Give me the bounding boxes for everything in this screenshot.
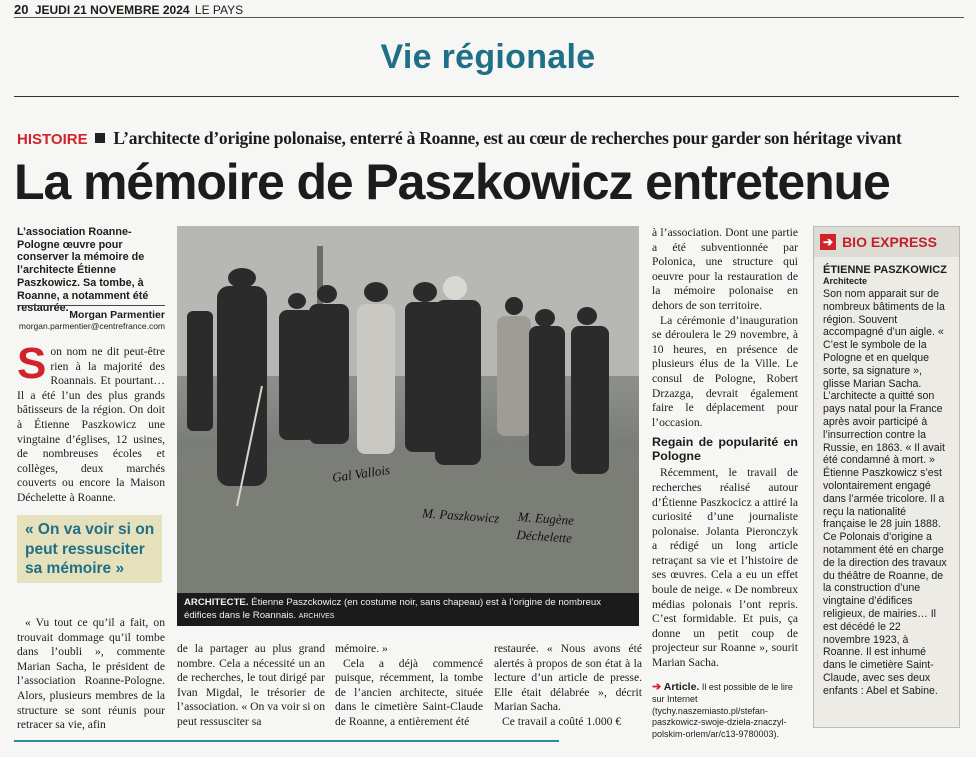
section-title: Vie régionale bbox=[380, 38, 596, 76]
headline: La mémoire de Paszkowicz entretenue bbox=[14, 154, 890, 210]
bio-text: Son nom apparait sur de nombreux bâtiments de la région. Souvent accompagné d’un aigle. « C’est le symbole de la Pologne et en quelque sorte, sa signature », glisse Marian Sacha. L’architecte a quitté son pays natal pour la France après avoir participé à l’insurrection contre la Russie, en 1863. « Il avait été condamné à mort. » Étienne Paszkowicz s’est volontairement engagé dans l’armée tricolore. Il a reçu la nationalité française le 28 juin 1888. Ce Polonais d’origine a notamment été en charge de la direction des travaux du théâtre de Roanne, de la construction d’une vingtaine d’édifices religieux, de mairies… Il est décédé le 22 novembre 1923, à Roanne. Il est inhumé dans le cimetière Saint-Claude, avec ses deux enfants : Abel et Sabine. bbox=[823, 288, 947, 697]
pull-quote bbox=[17, 515, 162, 583]
photo-caption bbox=[177, 593, 639, 626]
body-col-2 bbox=[177, 642, 325, 730]
col5-para3: Récemment, le travail de recherches réalisé autour d’Étienne Paszkocicz a attiré la curiosité d’une journaliste polonaise. Jolanta Pieronczyk a rédigé un long article retraçant sa vie et l’histoire de ses œuvres. Cela a eu un effet boule de neige. « De nombreux médias polonais l’ont repris. C’est formidable. Et puis, ça donne un petit coup de projecteur sur Roanne », sourit Marian Sacha. bbox=[652, 466, 798, 670]
archive-photo bbox=[177, 226, 639, 593]
body-col-1 bbox=[17, 339, 165, 506]
bio-role: Architecte bbox=[823, 276, 868, 286]
lead: L’association Roanne-Pologne œuvre pour conserver la mémoire de l’architecte Étienne Paszkowicz. Sa tombe, à Roanne, a notamment été restaurée. bbox=[17, 226, 149, 315]
col5-para2: La cérémonie d’inauguration se déroulera le 29 novembre, à 10 heures, en présence de plusieurs élus de la Ville. Le consul de Pologne, Robert Drzazga, devrait également faire le déplacement pour l’occasion. bbox=[652, 313, 798, 429]
handwriting-2: M. Paszkowicz bbox=[421, 505, 500, 526]
byline bbox=[17, 305, 165, 331]
article-label: Article. bbox=[663, 681, 700, 693]
caption-text: Étienne Paszckowicz (en costume noir, sans chapeau) est à l’origine de nombreux édifices dans le Roannais. bbox=[184, 597, 601, 621]
article-arrow-icon: ➔ bbox=[652, 681, 662, 693]
col4-para1: restaurée. « Nous avons été alertés à propos de son état à la lecture d’un article de presse. Elle était délabrée », décrit Marian Sacha. bbox=[494, 642, 642, 714]
caption-label: ARCHITECTE. bbox=[184, 597, 249, 608]
handwriting-3: M. Eugène Déchelette bbox=[515, 508, 575, 546]
col3-para2: Cela a déjà commencé puisque, récemment, la tombe de l’ancien architecte, située dans le cimetière Saint-Claude de Roanne, a entièrement été bbox=[335, 656, 483, 728]
folio-date: JEUDI 21 NOVEMBRE 2024 bbox=[34, 3, 190, 17]
article-text: Il est possible de le lire sur Internet (tychy.naszemiasto.pl/stefan-paszkowicz-swoje-dziela-znaczyl-polskim-orlem/ar/c13-9780003). bbox=[652, 682, 793, 740]
col5-subhead: Regain de popularité en Pologne bbox=[652, 435, 798, 463]
bio-express-box bbox=[813, 226, 960, 728]
page-number: 20 bbox=[14, 2, 29, 17]
body-col-5 bbox=[652, 226, 798, 671]
folio bbox=[14, 2, 243, 17]
section-rule bbox=[14, 96, 959, 97]
folio-rule bbox=[14, 17, 964, 18]
col3-para1: mémoire. » bbox=[335, 642, 388, 655]
caption-credit: ARCHIVES bbox=[298, 612, 335, 620]
body-col-3 bbox=[335, 642, 483, 730]
bio-name: ÉTIENNE PASZKOWICZ bbox=[823, 264, 947, 276]
rubric: HISTOIRE bbox=[17, 131, 88, 148]
col2-para: de la partager au plus grand nombre. Cela a nécessité un an de recherches, le tout dirigé par Ivan Migdal, le trésorier de l’association. « On va voir si on peut ressusciter sa bbox=[177, 642, 325, 728]
handwriting-1: Gal Vallois bbox=[331, 462, 391, 485]
body-col-4 bbox=[494, 642, 642, 730]
kicker bbox=[17, 128, 962, 149]
col1-para2: « Vu tout ce qu’il a fait, on trouvait dommage qu’il tombe dans l’oubli », commente Marian Sacha, le président de l’association Roanne-Pologne. Alors, plusieurs membres de la structure se sont réunis pour retracer sa vie, afin bbox=[17, 616, 165, 732]
folio-paper: LE PAYS bbox=[194, 3, 244, 17]
byline-author: Morgan Parmentier bbox=[69, 309, 165, 321]
byline-email: morgan.parmentier@centrefrance.com bbox=[18, 321, 165, 331]
bottom-rule bbox=[14, 740, 559, 742]
col1-para1: on nom ne dit peut-être rien à la majorité des Roannais. Et pourtant… Il a été l’un des plus grands bâtisseurs de la région. On doit à Étienne Paszkowicz une vingtaine d’églises, 12 usines, de nombreuses écoles et collèges, deux marchés couverts ou encore la Maison Déchelette à Roanne. bbox=[17, 345, 165, 504]
square-icon bbox=[95, 133, 105, 143]
body-col-1-cont bbox=[17, 616, 165, 733]
article-note bbox=[652, 682, 798, 741]
drop-cap: S bbox=[17, 339, 47, 388]
kicker-text: L’architecte d’origine polonaise, enterré à Roanne, est au cœur de recherches pour garder son héritage vivant bbox=[113, 128, 902, 148]
bio-header bbox=[814, 227, 959, 257]
col5-para1: à l’association. Dont une partie a été subventionnée par Polonica, une structure qui oeuvre pour la restauration de la mémoire polonaise en dehors de son territoire. bbox=[652, 226, 798, 312]
bio-title: BIO EXPRESS bbox=[842, 234, 937, 250]
col4-para2: Ce travail a coûté 1.000 € bbox=[502, 714, 622, 728]
bio-arrow-icon: ➔ bbox=[820, 234, 836, 250]
pull-quote-text: « On va voir si on peut ressusciter sa mémoire » bbox=[25, 521, 155, 577]
